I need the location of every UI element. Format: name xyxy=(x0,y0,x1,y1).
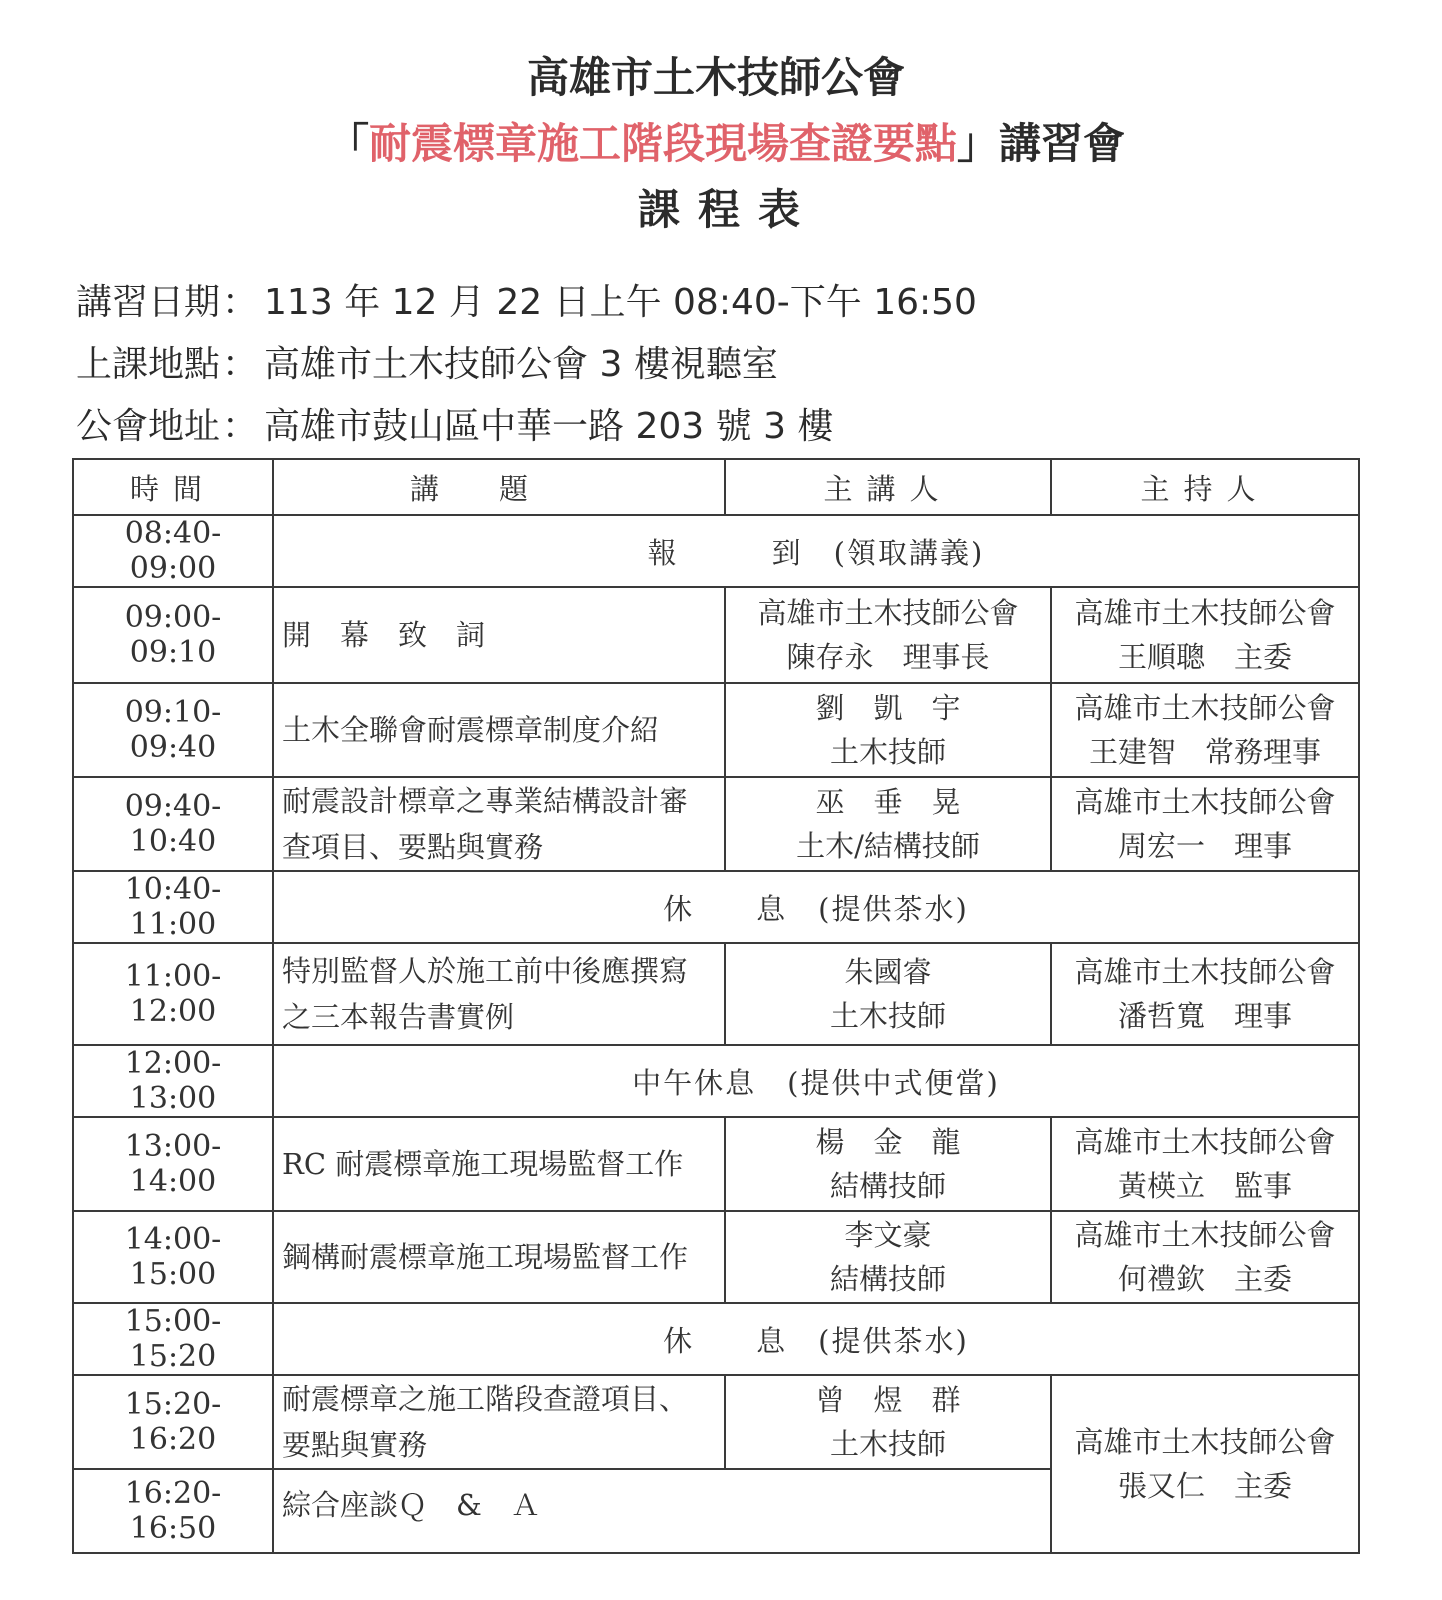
row-time: 15:20-16:20 xyxy=(73,1375,273,1469)
row-time: 11:00-12:00 xyxy=(73,943,273,1045)
speaker-line: 土木技師 xyxy=(829,1427,946,1461)
host-line: 王建智 常務理事 xyxy=(1088,735,1321,769)
topic-line: 綜合座談Ｑ & Ａ xyxy=(282,1488,540,1522)
speaker-line: 李文豪 xyxy=(844,1218,932,1252)
topic-line: 之三本報告書實例 xyxy=(282,1000,515,1034)
row-time: 12:00-13:00 xyxy=(73,1045,273,1117)
event-title xyxy=(10,111,1442,177)
event-title-open: 「 xyxy=(326,119,369,168)
row-span-text: 休 息 (提供茶水) xyxy=(273,1303,1359,1375)
speaker-line: 土木技師 xyxy=(829,999,946,1033)
row-time: 09:10-09:40 xyxy=(73,683,273,777)
header-host: 主持人 xyxy=(1051,459,1359,515)
topic-line: 鋼構耐震標章施工現場監督工作 xyxy=(282,1240,689,1274)
row-topic xyxy=(273,1469,1051,1553)
speaker-line: 土木技師 xyxy=(829,735,946,769)
row-host xyxy=(1051,943,1359,1045)
host-line: 黃楧立 監事 xyxy=(1117,1169,1292,1203)
row-topic xyxy=(273,943,725,1045)
info-separator: ： xyxy=(222,282,259,323)
table-row xyxy=(73,871,1359,943)
host-line: 潘哲寬 理事 xyxy=(1117,999,1292,1033)
row-speaker xyxy=(725,587,1051,683)
host-line: 高雄市土木技師公會 xyxy=(1074,955,1336,989)
table-row xyxy=(73,777,1359,871)
host-line: 高雄市土木技師公會 xyxy=(1074,691,1336,725)
row-span-text: 報 到 (領取講義) xyxy=(273,515,1359,587)
info-value: 高雄市鼓山區中華一路 203 號 3 樓 xyxy=(264,406,834,447)
row-speaker xyxy=(725,943,1051,1045)
info-value: 113 年 12 月 22 日上午 08:40-下午 16:50 xyxy=(264,282,977,323)
row-topic xyxy=(273,1117,725,1211)
info-address xyxy=(76,396,977,458)
speaker-line: 高雄市土木技師公會 xyxy=(757,596,1019,630)
table-row xyxy=(73,1117,1359,1211)
info-venue xyxy=(76,334,977,396)
table-row xyxy=(73,683,1359,777)
event-title-highlight: 耐震標章施工階段現場查證要點 xyxy=(368,119,957,168)
row-host xyxy=(1051,587,1359,683)
event-title-close: 」講習會 xyxy=(957,119,1126,168)
row-speaker xyxy=(725,777,1051,871)
info-value: 高雄市土木技師公會 3 樓視聽室 xyxy=(264,344,778,385)
row-time: 08:40-09:00 xyxy=(73,515,273,587)
topic-line: 特別監督人於施工前中後應撰寫 xyxy=(282,954,689,988)
speaker-line: 朱國睿 xyxy=(844,955,932,989)
host-line: 高雄市土木技師公會 xyxy=(1074,596,1336,630)
topic-line: 耐震設計標章之專業結構設計審 xyxy=(282,784,689,818)
table-row xyxy=(73,515,1359,587)
info-separator: ： xyxy=(222,344,259,385)
host-line: 高雄市土木技師公會 xyxy=(1074,1425,1336,1459)
topic-line: RC 耐震標章施工現場監督工作 xyxy=(282,1147,684,1181)
speaker-line: 巫 垂 晃 xyxy=(815,785,961,819)
row-speaker xyxy=(725,683,1051,777)
row-time: 13:00-14:00 xyxy=(73,1117,273,1211)
schedule-title: 課程表 xyxy=(637,185,818,234)
host-line: 高雄市土木技師公會 xyxy=(1074,1125,1336,1159)
row-time: 15:00-15:20 xyxy=(73,1303,273,1375)
event-info xyxy=(76,272,977,458)
table-row xyxy=(73,1303,1359,1375)
row-host xyxy=(1051,683,1359,777)
row-time: 09:40-10:40 xyxy=(73,777,273,871)
table-row xyxy=(73,1045,1359,1117)
table-row xyxy=(73,587,1359,683)
info-label: 公會地址 xyxy=(76,406,221,447)
header-time: 時間 xyxy=(73,459,273,515)
table-header-row xyxy=(73,459,1359,515)
speaker-line: 楊 金 龍 xyxy=(815,1125,961,1159)
host-line: 周宏一 理事 xyxy=(1117,829,1292,863)
topic-line: 查項目、要點與實務 xyxy=(282,830,544,864)
table-row xyxy=(73,943,1359,1045)
row-speaker xyxy=(725,1117,1051,1211)
topic-line: 要點與實務 xyxy=(282,1428,428,1462)
row-topic xyxy=(273,1211,725,1303)
row-host xyxy=(1051,1375,1359,1553)
topic-line: 耐震標章之施工階段查證項目、 xyxy=(282,1382,689,1416)
row-topic xyxy=(273,777,725,871)
host-line: 王順聰 主委 xyxy=(1117,640,1292,674)
row-time: 16:20-16:50 xyxy=(73,1469,273,1553)
row-speaker xyxy=(725,1211,1051,1303)
row-speaker xyxy=(725,1375,1051,1469)
host-line: 高雄市土木技師公會 xyxy=(1074,1218,1336,1252)
speaker-line: 曾 煜 群 xyxy=(815,1383,961,1417)
organization-title: 高雄市土木技師公會 xyxy=(526,53,905,102)
row-span-text: 中午休息 (提供中式便當) xyxy=(273,1045,1359,1117)
header-topic: 講題 xyxy=(273,459,725,515)
header-speaker: 主講人 xyxy=(725,459,1051,515)
speaker-line: 劉 凱 宇 xyxy=(815,691,961,725)
table-row xyxy=(73,1211,1359,1303)
info-date xyxy=(76,272,977,334)
row-topic xyxy=(273,1375,725,1469)
schedule-table xyxy=(72,458,1360,1554)
row-time: 10:40-11:00 xyxy=(73,871,273,943)
info-label: 上課地點 xyxy=(76,344,221,385)
row-time: 14:00-15:00 xyxy=(73,1211,273,1303)
row-time: 09:00-09:10 xyxy=(73,587,273,683)
row-topic xyxy=(273,683,725,777)
speaker-line: 結構技師 xyxy=(829,1262,946,1296)
info-separator: ： xyxy=(222,406,259,447)
speaker-line: 土木/結構技師 xyxy=(796,829,980,863)
row-span-text: 休 息 (提供茶水) xyxy=(273,871,1359,943)
host-line: 何禮欽 主委 xyxy=(1117,1262,1292,1296)
host-line: 張又仁 主委 xyxy=(1117,1469,1292,1503)
document-header xyxy=(0,45,1442,243)
row-host xyxy=(1051,1117,1359,1211)
topic-line: 開 幕 致 詞 xyxy=(282,618,486,652)
speaker-line: 陳存永 理事長 xyxy=(786,640,990,674)
row-topic xyxy=(273,587,725,683)
topic-line: 土木全聯會耐震標章制度介紹 xyxy=(282,713,660,747)
info-label: 講習日期 xyxy=(76,282,221,323)
speaker-line: 結構技師 xyxy=(829,1169,946,1203)
row-host xyxy=(1051,1211,1359,1303)
table-row xyxy=(73,1375,1359,1469)
row-host xyxy=(1051,777,1359,871)
host-line: 高雄市土木技師公會 xyxy=(1074,785,1336,819)
